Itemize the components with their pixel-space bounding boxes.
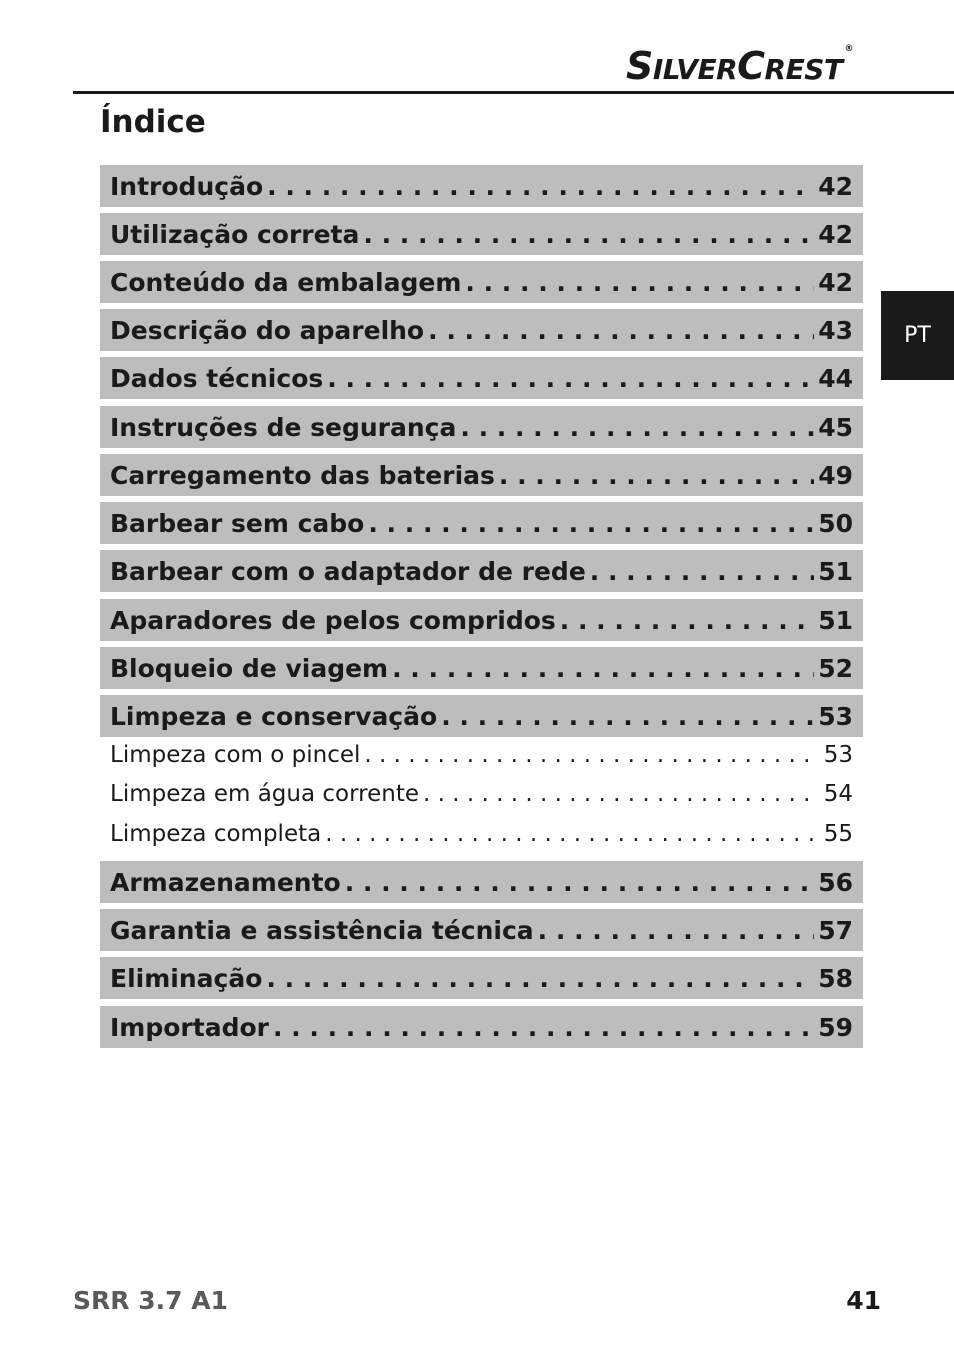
toc-entry[interactable] xyxy=(100,550,863,592)
toc-entry-label: Barbear sem cabo xyxy=(110,508,365,538)
toc-entry-page: 53 xyxy=(818,701,853,731)
toc-entry-label: Garantia e assistência técnica xyxy=(110,915,534,945)
toc-entry-label: Importador xyxy=(110,1012,269,1042)
toc-entry-page: 51 xyxy=(818,605,853,635)
toc-entry-page: 50 xyxy=(818,508,853,538)
toc-entry-label: Bloqueio de viagem xyxy=(110,653,389,683)
toc-entry[interactable] xyxy=(100,909,863,951)
toc-entry[interactable] xyxy=(100,309,863,351)
dot-leader xyxy=(560,606,814,635)
toc-entry[interactable] xyxy=(100,502,863,544)
toc-entry-label: Limpeza e conservação xyxy=(110,701,438,731)
brand-letters: ILVER xyxy=(652,53,738,86)
brand-logo xyxy=(626,44,853,86)
toc-entry-label: Utilização correta xyxy=(110,219,360,249)
toc-subentry[interactable] xyxy=(100,777,863,811)
toc-entry-label: Limpeza com o pincel xyxy=(110,742,361,768)
toc-entry-page: 42 xyxy=(818,219,853,249)
toc-entry-page: 54 xyxy=(823,781,853,807)
toc-entry[interactable] xyxy=(100,647,863,689)
dot-leader xyxy=(266,964,814,993)
toc-entry-label: Conteúdo da embalagem xyxy=(110,267,462,297)
toc-entry-page: 57 xyxy=(818,915,853,945)
toc-entry-page: 53 xyxy=(823,742,853,768)
toc-entry[interactable] xyxy=(100,454,863,496)
toc-entry[interactable] xyxy=(100,261,863,303)
dot-leader xyxy=(345,868,815,897)
toc-entry-label: Barbear com o adaptador de rede xyxy=(110,556,586,586)
dot-leader xyxy=(590,557,814,586)
toc-entry[interactable] xyxy=(100,406,863,448)
model-number: SRR 3.7 A1 xyxy=(73,1286,228,1315)
dot-leader xyxy=(428,316,814,345)
toc-entry-label: Dados técnicos xyxy=(110,363,324,393)
toc-entry-page: 59 xyxy=(818,1012,853,1042)
language-tab xyxy=(881,291,954,380)
dot-leader xyxy=(499,461,814,490)
toc-entry-label: Limpeza completa xyxy=(110,821,322,847)
toc-entry[interactable] xyxy=(100,165,863,207)
toc-entry-page: 49 xyxy=(818,460,853,490)
dot-leader xyxy=(273,1013,814,1042)
dot-leader xyxy=(441,702,814,731)
toc-entry[interactable] xyxy=(100,695,863,737)
dot-leader xyxy=(363,220,814,249)
dot-leader xyxy=(368,509,814,538)
toc-subentry[interactable] xyxy=(100,738,863,772)
page-title: Índice xyxy=(100,104,206,140)
toc-entry[interactable] xyxy=(100,1006,863,1048)
toc-entry-label: Armazenamento xyxy=(110,867,341,897)
toc-subentry[interactable] xyxy=(100,817,863,851)
toc-entry-page: 55 xyxy=(823,821,853,847)
toc-entry-page: 44 xyxy=(818,363,853,393)
toc-entry-page: 42 xyxy=(818,267,853,297)
toc-entry-label: Carregamento das baterias xyxy=(110,460,495,490)
toc-entry-page: 45 xyxy=(818,412,853,442)
dot-leader xyxy=(538,916,815,945)
dot-leader xyxy=(327,364,814,393)
page-number: 41 xyxy=(846,1286,881,1315)
toc-entry-label: Aparadores de pelos compridos xyxy=(110,605,556,635)
toc-entry[interactable] xyxy=(100,213,863,255)
dot-leader xyxy=(465,268,814,297)
toc-entry-page: 42 xyxy=(818,171,853,201)
toc-entry[interactable] xyxy=(100,861,863,903)
toc-entry-page: 43 xyxy=(818,315,853,345)
toc-entry[interactable] xyxy=(100,599,863,641)
brand-letter: C xyxy=(737,44,765,88)
dot-leader xyxy=(267,172,814,201)
toc-entry-label: Limpeza em água corrente xyxy=(110,781,419,807)
toc-entry-page: 52 xyxy=(818,653,853,683)
toc-entry-label: Eliminação xyxy=(110,963,263,993)
toc-entry-page: 58 xyxy=(818,963,853,993)
language-tab-label: PT xyxy=(904,323,931,348)
toc-entry-label: Descrição do aparelho xyxy=(110,315,425,345)
dot-leader xyxy=(392,654,814,683)
dot-leader xyxy=(364,742,819,768)
brand-letters: REST xyxy=(764,53,843,86)
toc-entry-label: Instruções de segurança xyxy=(110,412,457,442)
dot-leader xyxy=(423,781,820,807)
dot-leader xyxy=(460,413,814,442)
toc-entry-page: 56 xyxy=(818,867,853,897)
dot-leader xyxy=(325,821,820,847)
registered-mark: ® xyxy=(844,44,853,54)
toc-entry-label: Introdução xyxy=(110,171,264,201)
header-rule xyxy=(73,91,954,94)
brand-letter: S xyxy=(626,44,653,88)
toc-entry[interactable] xyxy=(100,957,863,999)
toc-entry[interactable] xyxy=(100,357,863,399)
toc-entry-page: 51 xyxy=(818,556,853,586)
